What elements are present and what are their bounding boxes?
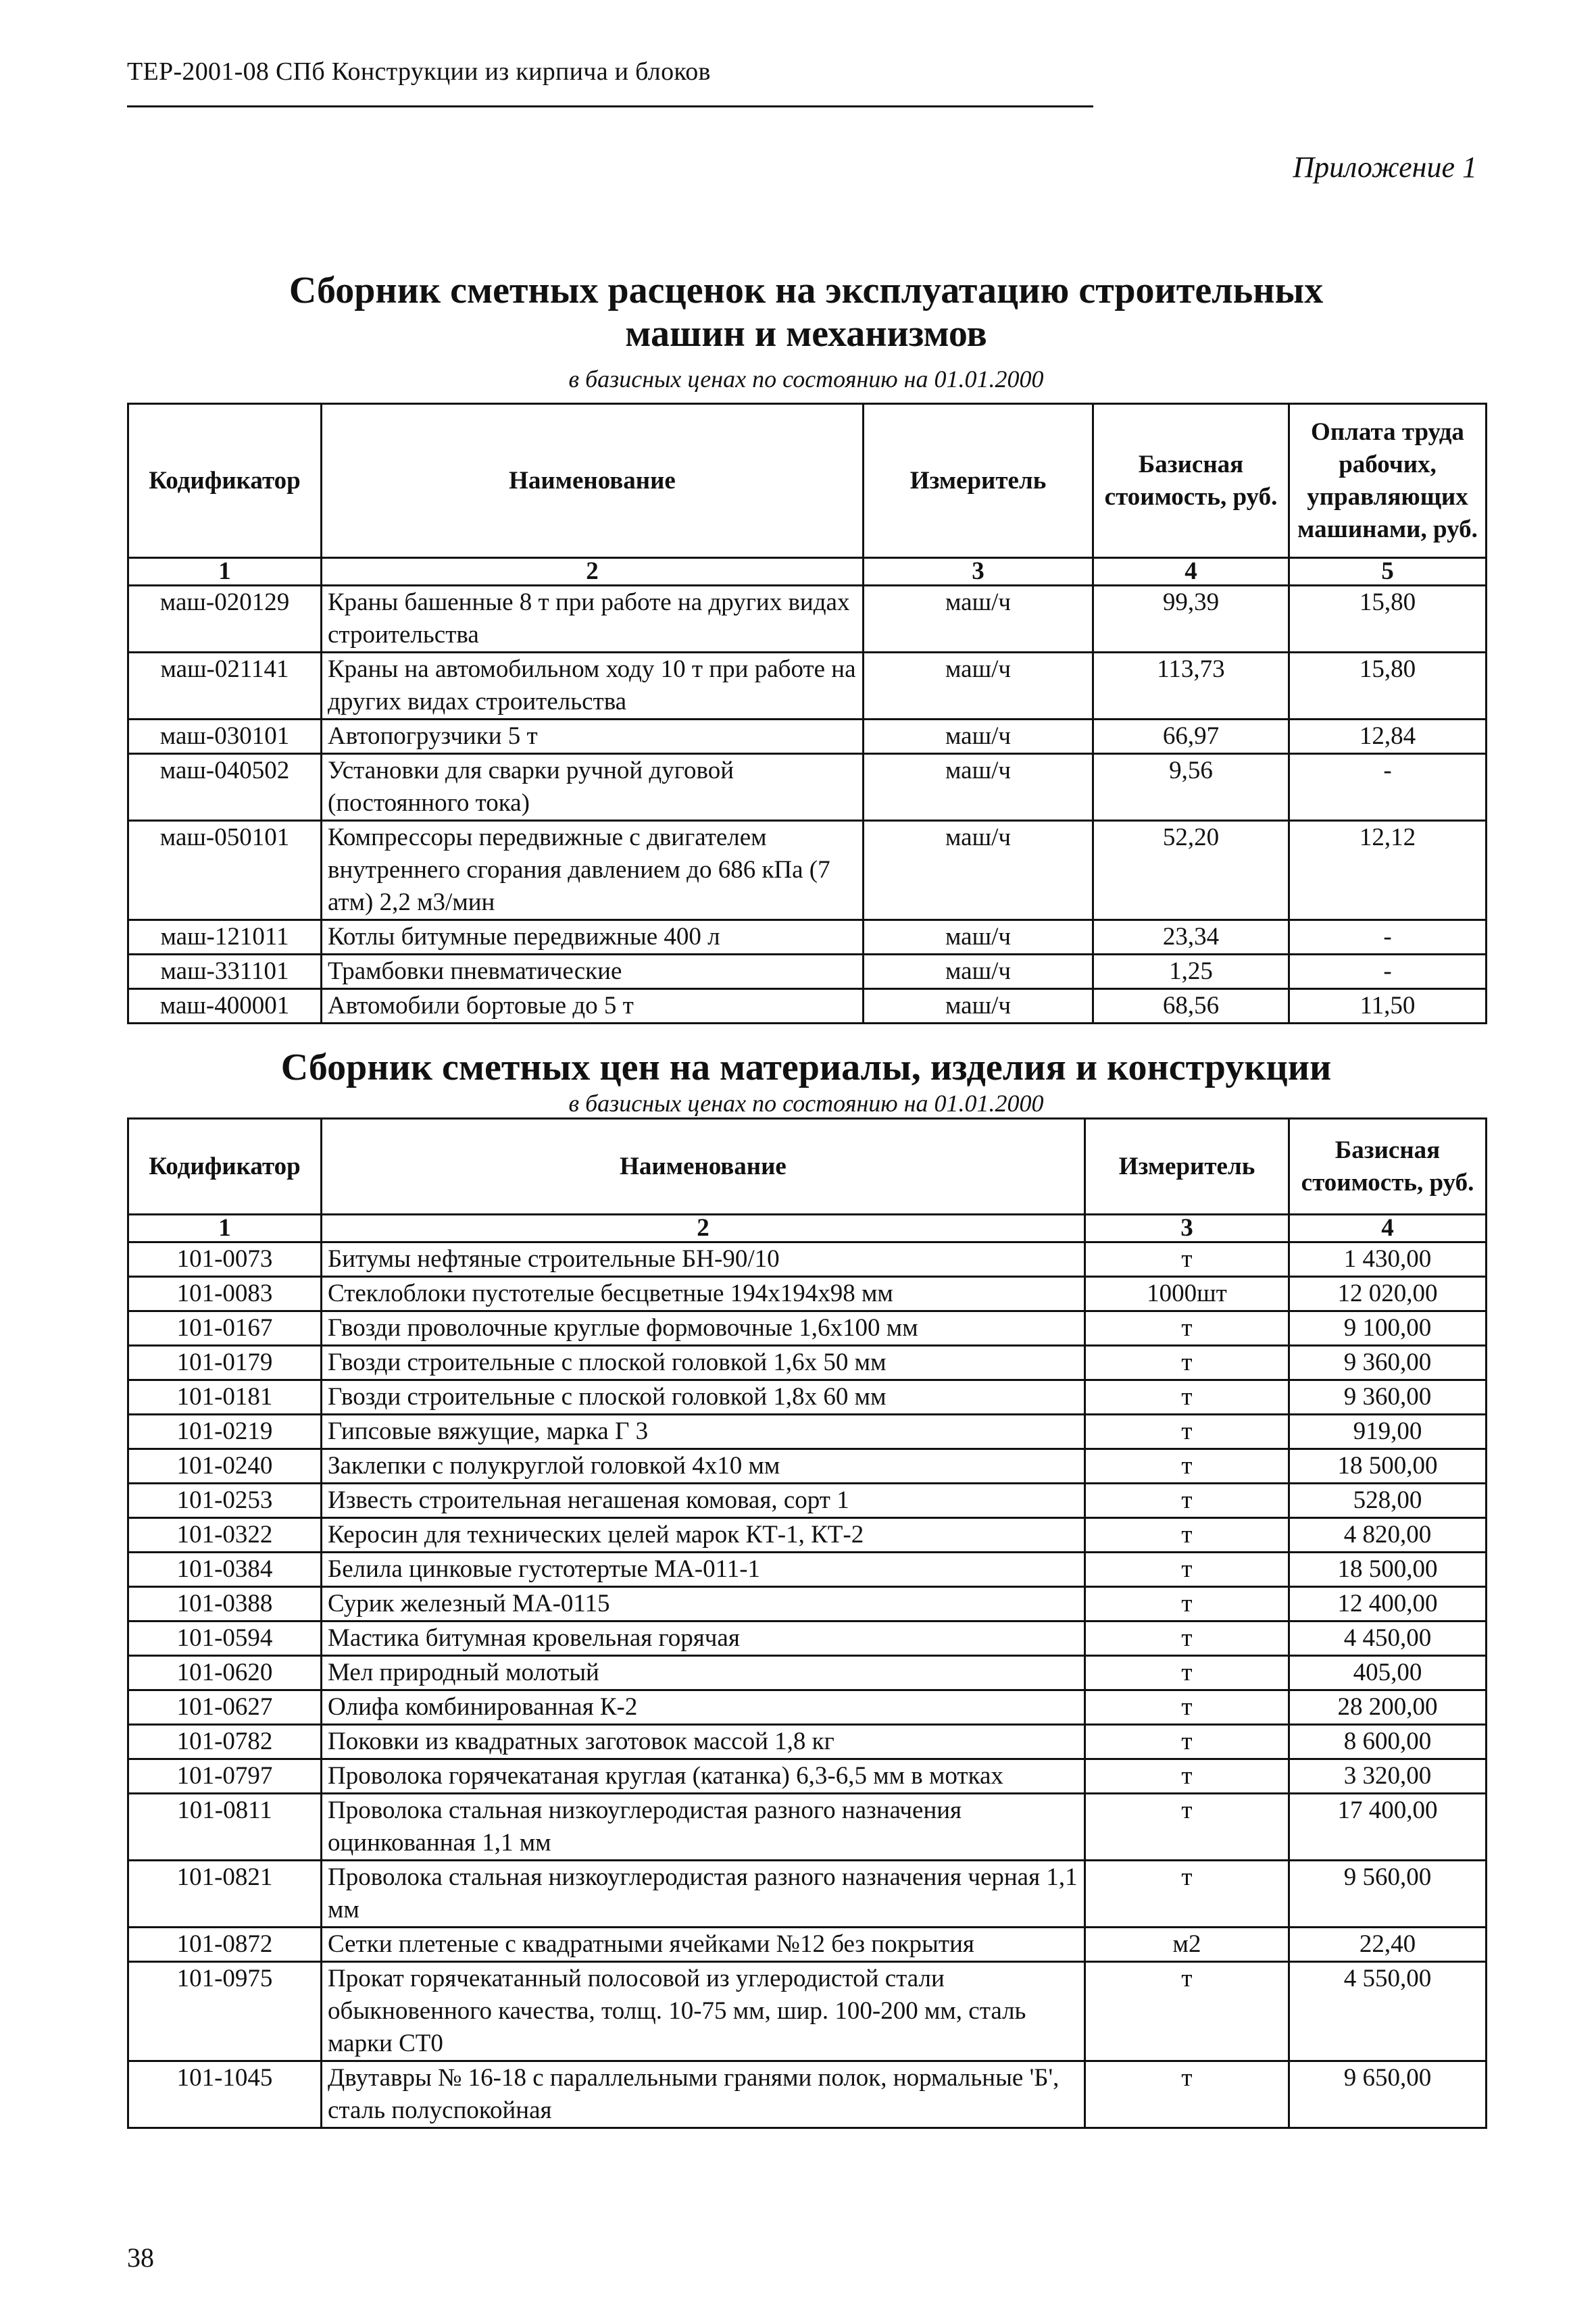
cell-name: Битумы нефтяные строительные БН-90/10: [322, 1242, 1085, 1277]
cell-name: Сетки плетеные с квадратными ячейками №12 без покрытия: [322, 1928, 1085, 1962]
cell-unit: т: [1085, 1656, 1289, 1690]
cell-unit: маш/ч: [864, 821, 1093, 920]
section1-title-line1: Сборник сметных расценок на эксплуатацию строительных: [289, 270, 1324, 311]
cell-cost: 1 430,00: [1289, 1242, 1487, 1277]
cell-cost: 9,56: [1093, 754, 1289, 821]
cell-cost: 23,34: [1093, 920, 1289, 955]
table-row: [128, 2061, 1487, 2128]
cell-cost: 9 560,00: [1289, 1861, 1487, 1928]
column-number: 2: [322, 558, 864, 586]
column-header: Кодификатор: [128, 1119, 322, 1215]
cell-name: Проволока стальная низкоуглеродистая разного назначения оцинкованная 1,1 мм: [322, 1794, 1085, 1861]
cell-code: 101-0975: [128, 1962, 322, 2061]
cell-name: Автомобили бортовые до 5 т: [322, 989, 864, 1024]
cell-code: 101-0620: [128, 1656, 322, 1690]
cell-code: маш-121011: [128, 920, 322, 955]
column-header: Измеритель: [864, 404, 1093, 558]
cell-name: Гвозди проволочные круглые формовочные 1,6x100 мм: [322, 1311, 1085, 1346]
cell-cost: 12 400,00: [1289, 1587, 1487, 1621]
cell-unit: т: [1085, 1962, 1289, 2061]
cell-cost: 17 400,00: [1289, 1794, 1487, 1861]
cell-code: маш-050101: [128, 821, 322, 920]
cell-wage: 15,80: [1289, 653, 1487, 720]
cell-code: 101-1045: [128, 2061, 322, 2128]
column-number: 4: [1093, 558, 1289, 586]
cell-name: Олифа комбинированная К-2: [322, 1690, 1085, 1725]
table-row: [128, 1759, 1487, 1794]
cell-name: Известь строительная негашеная комовая, сорт 1: [322, 1484, 1085, 1518]
header-rule: [127, 105, 1093, 107]
table-row: [128, 1928, 1487, 1962]
cell-unit: маш/ч: [864, 920, 1093, 955]
cell-unit: маш/ч: [864, 989, 1093, 1024]
cell-code: 101-0219: [128, 1415, 322, 1449]
cell-code: 101-0388: [128, 1587, 322, 1621]
column-number-row: [128, 558, 1487, 586]
cell-unit: т: [1085, 2061, 1289, 2128]
cell-cost: 52,20: [1093, 821, 1289, 920]
table-row: [128, 1449, 1487, 1484]
cell-name: Установки для сварки ручной дуговой (постоянного тока): [322, 754, 864, 821]
cell-unit: т: [1085, 1759, 1289, 1794]
column-header: Наименование: [322, 404, 864, 558]
cell-cost: 18 500,00: [1289, 1553, 1487, 1587]
cell-unit: т: [1085, 1587, 1289, 1621]
cell-cost: 405,00: [1289, 1656, 1487, 1690]
column-header: Базисная стоимость, руб.: [1093, 404, 1289, 558]
cell-name: Проволока горячекатаная круглая (катанка) 6,3-6,5 мм в мотках: [322, 1759, 1085, 1794]
column-header: Оплата труда рабочих, управляющих машинами, руб.: [1289, 404, 1487, 558]
table-row: [128, 920, 1487, 955]
cell-cost: 4 820,00: [1289, 1518, 1487, 1553]
cell-unit: т: [1085, 1553, 1289, 1587]
column-number: 4: [1289, 1215, 1487, 1242]
section2-title: Сборник сметных цен на материалы, изделия и конструкции: [280, 1047, 1332, 1088]
appendix-label: Приложение 1: [1293, 151, 1477, 184]
column-header: Измеритель: [1085, 1119, 1289, 1215]
cell-cost: 919,00: [1289, 1415, 1487, 1449]
cell-name: Краны башенные 8 т при работе на других видах строительства: [322, 586, 864, 653]
cell-name: Гипсовые вяжущие, марка Г 3: [322, 1415, 1085, 1449]
table-row: [128, 1242, 1487, 1277]
cell-unit: т: [1085, 1518, 1289, 1553]
cell-cost: 8 600,00: [1289, 1725, 1487, 1759]
cell-code: 101-0322: [128, 1518, 322, 1553]
cell-unit: т: [1085, 1725, 1289, 1759]
cell-cost: 18 500,00: [1289, 1449, 1487, 1484]
cell-wage: -: [1289, 955, 1487, 989]
table-row: [128, 1518, 1487, 1553]
table-row: [128, 720, 1487, 754]
cell-cost: 22,40: [1289, 1928, 1487, 1962]
page-number: 38: [127, 2242, 154, 2273]
cell-code: 101-0179: [128, 1346, 322, 1380]
cell-code: маш-021141: [128, 653, 322, 720]
cell-code: маш-020129: [128, 586, 322, 653]
cell-unit: т: [1085, 1484, 1289, 1518]
cell-code: 101-0872: [128, 1928, 322, 1962]
table-row: [128, 1587, 1487, 1621]
cell-cost: 9 100,00: [1289, 1311, 1487, 1346]
table-row: [128, 1861, 1487, 1928]
cell-wage: -: [1289, 920, 1487, 955]
cell-unit: т: [1085, 1415, 1289, 1449]
table-row: [128, 989, 1487, 1024]
cell-wage: 12,12: [1289, 821, 1487, 920]
cell-unit: маш/ч: [864, 653, 1093, 720]
section1-title: [127, 269, 1485, 355]
table-row: [128, 586, 1487, 653]
column-number: 1: [128, 558, 322, 586]
cell-code: 101-0782: [128, 1725, 322, 1759]
table-row: [128, 754, 1487, 821]
column-number: 3: [1085, 1215, 1289, 1242]
cell-name: Мел природный молотый: [322, 1656, 1085, 1690]
cell-unit: т: [1085, 1311, 1289, 1346]
table-row: [128, 1621, 1487, 1656]
cell-unit: маш/ч: [864, 720, 1093, 754]
cell-wage: 12,84: [1289, 720, 1487, 754]
column-number-row: [128, 1215, 1487, 1242]
cell-unit: т: [1085, 1690, 1289, 1725]
cell-unit: т: [1085, 1242, 1289, 1277]
section2-subtitle: в базисных ценах по состоянию на 01.01.2000: [568, 1090, 1044, 1117]
cell-name: Гвозди строительные с плоской головкой 1,6x 50 мм: [322, 1346, 1085, 1380]
cell-code: 101-0253: [128, 1484, 322, 1518]
column-header: Кодификатор: [128, 404, 322, 558]
cell-unit: т: [1085, 1794, 1289, 1861]
cell-cost: 4 450,00: [1289, 1621, 1487, 1656]
column-number: 3: [864, 558, 1093, 586]
cell-name: Стеклоблоки пустотелые бесцветные 194x194x98 мм: [322, 1277, 1085, 1311]
table-row: [128, 821, 1487, 920]
cell-unit: маш/ч: [864, 586, 1093, 653]
cell-cost: 3 320,00: [1289, 1759, 1487, 1794]
cell-code: 101-0594: [128, 1621, 322, 1656]
table-row: [128, 1380, 1487, 1415]
table-header-row: [128, 1119, 1487, 1215]
column-header: Базисная стоимость, руб.: [1289, 1119, 1487, 1215]
table-row: [128, 955, 1487, 989]
table-row: [128, 1656, 1487, 1690]
cell-cost: 99,39: [1093, 586, 1289, 653]
cell-code: 101-0167: [128, 1311, 322, 1346]
cell-cost: 9 650,00: [1289, 2061, 1487, 2128]
cell-cost: 528,00: [1289, 1484, 1487, 1518]
machines-table: [127, 403, 1487, 1024]
materials-table: [127, 1117, 1487, 2129]
cell-name: Мастика битумная кровельная горячая: [322, 1621, 1085, 1656]
cell-name: Проволока стальная низкоуглеродистая разного назначения черная 1,1 мм: [322, 1861, 1085, 1928]
cell-code: 101-0627: [128, 1690, 322, 1725]
cell-unit: т: [1085, 1449, 1289, 1484]
cell-wage: -: [1289, 754, 1487, 821]
cell-name: Поковки из квадратных заготовок массой 1,8 кг: [322, 1725, 1085, 1759]
cell-name: Сурик железный МА-0115: [322, 1587, 1085, 1621]
cell-wage: 11,50: [1289, 989, 1487, 1024]
column-number: 1: [128, 1215, 322, 1242]
table-row: [128, 1346, 1487, 1380]
cell-code: маш-040502: [128, 754, 322, 821]
cell-unit: т: [1085, 1380, 1289, 1415]
table-row: [128, 1277, 1487, 1311]
cell-code: 101-0181: [128, 1380, 322, 1415]
cell-name: Керосин для технических целей марок КТ-1, КТ-2: [322, 1518, 1085, 1553]
cell-code: 101-0821: [128, 1861, 322, 1928]
table-row: [128, 1690, 1487, 1725]
cell-cost: 4 550,00: [1289, 1962, 1487, 2061]
cell-cost: 113,73: [1093, 653, 1289, 720]
table-row: [128, 1553, 1487, 1587]
column-header: Наименование: [322, 1119, 1085, 1215]
cell-code: 101-0797: [128, 1759, 322, 1794]
cell-cost: 9 360,00: [1289, 1380, 1487, 1415]
cell-unit: маш/ч: [864, 754, 1093, 821]
page-header: ТЕР-2001-08 СПб Конструкции из кирпича и блоков: [127, 57, 711, 86]
cell-unit: т: [1085, 1621, 1289, 1656]
cell-code: 101-0073: [128, 1242, 322, 1277]
cell-cost: 9 360,00: [1289, 1346, 1487, 1380]
cell-code: маш-030101: [128, 720, 322, 754]
cell-unit: м2: [1085, 1928, 1289, 1962]
column-number: 2: [322, 1215, 1085, 1242]
cell-cost: 66,97: [1093, 720, 1289, 754]
table-row: [128, 1962, 1487, 2061]
cell-name: Котлы битумные передвижные 400 л: [322, 920, 864, 955]
section1-title-line2: машин и механизмов: [625, 313, 987, 355]
table-row: [128, 1794, 1487, 1861]
cell-code: 101-0240: [128, 1449, 322, 1484]
cell-name: Компрессоры передвижные с двигателем внутреннего сгорания давлением до 686 кПа (7 атм) 2,2 м3/мин: [322, 821, 864, 920]
cell-unit: т: [1085, 1861, 1289, 1928]
table-row: [128, 1311, 1487, 1346]
cell-cost: 68,56: [1093, 989, 1289, 1024]
cell-name: Прокат горячекатанный полосовой из углеродистой стали обыкновенного качества, толщ. 10-75 мм, шир. 100-200 мм, сталь марки СТ0: [322, 1962, 1085, 2061]
cell-name: Краны на автомобильном ходу 10 т при работе на других видах строительства: [322, 653, 864, 720]
table-row: [128, 1415, 1487, 1449]
cell-code: маш-331101: [128, 955, 322, 989]
cell-cost: 1,25: [1093, 955, 1289, 989]
section1-subtitle: в базисных ценах по состоянию на 01.01.2000: [568, 366, 1044, 393]
cell-name: Заклепки с полукруглой головкой 4x10 мм: [322, 1449, 1085, 1484]
cell-name: Гвозди строительные с плоской головкой 1,8x 60 мм: [322, 1380, 1085, 1415]
cell-unit: маш/ч: [864, 955, 1093, 989]
cell-name: Трамбовки пневматические: [322, 955, 864, 989]
cell-name: Белила цинковые густотертые МА-011-1: [322, 1553, 1085, 1587]
cell-cost: 12 020,00: [1289, 1277, 1487, 1311]
cell-cost: 28 200,00: [1289, 1690, 1487, 1725]
column-number: 5: [1289, 558, 1487, 586]
table-header-row: [128, 404, 1487, 558]
cell-code: 101-0083: [128, 1277, 322, 1311]
table-row: [128, 1484, 1487, 1518]
cell-unit: 1000шт: [1085, 1277, 1289, 1311]
cell-name: Двутавры № 16-18 с параллельными гранями полок, нормальные 'Б', сталь полуспокойная: [322, 2061, 1085, 2128]
cell-code: 101-0811: [128, 1794, 322, 1861]
cell-code: 101-0384: [128, 1553, 322, 1587]
cell-wage: 15,80: [1289, 586, 1487, 653]
table-row: [128, 1725, 1487, 1759]
cell-name: Автопогрузчики 5 т: [322, 720, 864, 754]
cell-unit: т: [1085, 1346, 1289, 1380]
cell-code: маш-400001: [128, 989, 322, 1024]
table-row: [128, 653, 1487, 720]
